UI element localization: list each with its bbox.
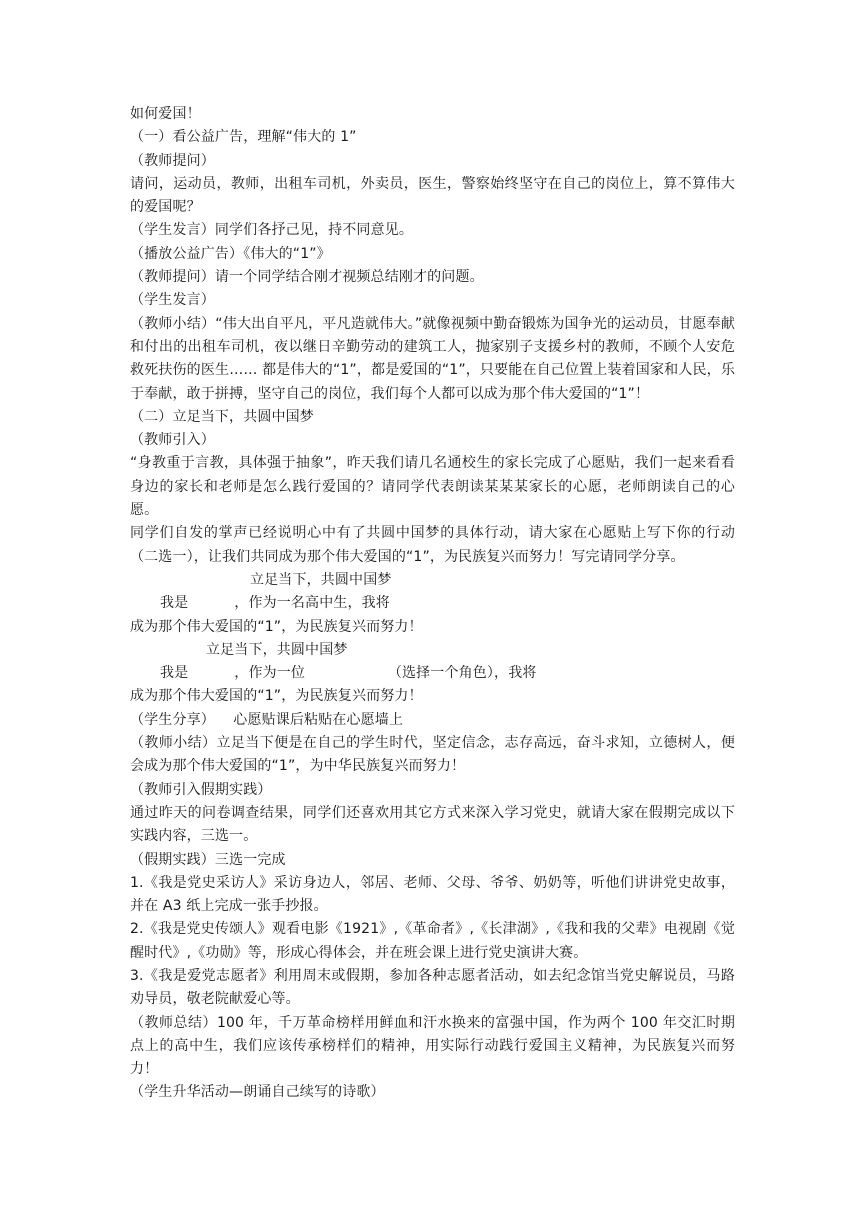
teacher-question-label: （教师提问） [130, 152, 215, 169]
document-page [130, 103, 735, 1105]
wish-card-1-end: 成为那个伟大爱国的“1”，为民族复兴而努力！ [130, 618, 423, 635]
wish-card-1-line: 我是 ，作为一名高中生，我将 [160, 595, 390, 612]
practice-item-1: 1.《我是党史采访人》采访身边人，邻居、老师、父母、爷爷、奶奶等，听他们讲讲党史故事，并在 A3 纸上完成一张手抄报。 [130, 874, 735, 915]
teacher-summary-1: （教师小结）“伟大出自平凡，平凡造就伟大。”就像视频中勤奋锻炼为国争光的运动员，甘愿奉献和付出的出租车司机，夜以继日辛勤劳动的建筑工人，抛家别子支援乡村的教师，不顾个人安危救死扶伤的医生…… 都是伟大的“1”，都是爱国的“1”，只要能在自己位置上装着国家和人民，乐于奉献，敢于拼搏，坚守自己的岗位，我们每个人都可以成为那个伟大爱国的“1”！ [130, 315, 735, 402]
holiday-practice-title: （假期实践）三选一完成 [130, 851, 286, 868]
holiday-practice-intro-label: （教师引入假期实践） [130, 781, 272, 798]
teacher-question-text: 请问，运动员，教师，出租车司机，外卖员，医生，警察始终坚守在自己的岗位上，算不算伟大的爱国呢？ [130, 175, 735, 216]
student-speech-2: （学生发言） [130, 292, 215, 309]
student-speech-1: （学生发言）同学们各抒己见，持不同意见。 [130, 222, 413, 239]
teacher-conclusion: （教师总结）100 年，千万革命榜样用鲜血和汗水换来的富强中国，作为两个 100 年交汇时期点上的高中生，我们应该传承榜样们的精神，用实际行动践行爱国主义精神，为民族复兴而努力！ [130, 1014, 735, 1078]
teacher-intro-label: （教师引入） [130, 432, 215, 449]
practice-item-3: 3.《我是爱党志愿者》利用周末或假期，参加各种志愿者活动，如去纪念馆当党史解说员，马路劝导员，敬老院献爱心等。 [130, 967, 735, 1008]
wish-card-1-title: 立足当下，共圆中国梦 [250, 571, 392, 588]
play-ad: （播放公益广告）《伟大的“1”》 [130, 245, 331, 262]
wish-card-2-line: 我是 ，作为一位 （选择一个角色），我将 [160, 665, 537, 682]
section-two-title: （二）立足当下，共圆中国梦 [130, 408, 314, 425]
teacher-summary-2: （教师小结）立足当下便是在自己的学生时代，坚定信念，志存高远，奋斗求知，立德树人，便会成为那个伟大爱国的“1”，为中华民族复兴而努力！ [130, 735, 735, 775]
wish-card-2-title: 立足当下，共圆中国梦 [206, 641, 348, 658]
teacher-question-2: （教师提问）请一个同学结合刚才视频总结刚才的问题。 [130, 269, 484, 286]
wish-card-2-end: 成为那个伟大爱国的“1”，为民族复兴而努力！ [130, 688, 423, 705]
practice-item-2: 2.《我是党史传颂人》观看电影《1921》,《革命者》,《长津湖》,《我和我的父辈》电视剧《觉醒时代》,《功勋》等，形成心得体会，并在班会课上进行党史演讲大赛。 [130, 921, 735, 961]
teacher-intro-text: “身教重于言教，具体强于抽象”，昨天我们请几名通校生的家长完成了心愿贴，我们一起来看看身边的家长和老师是怎么践行爱国的？请同学代表朗读某某某家长的心愿，老师朗读自己的心愿。 [130, 455, 735, 519]
student-share: （学生分享） 心愿贴课后粘贴在心愿墙上 [130, 711, 404, 728]
wish-paragraph: 同学们自发的掌声已经说明心中有了共圆中国梦的具体行动，请大家在心愿贴上写下你的行动（二选一），让我们共同成为那个伟大爱国的“1”，为民族复兴而努力！写完请同学分享。 [130, 525, 735, 565]
heading-how-to-love-country: 如何爱国！ [130, 106, 201, 122]
student-activity: （学生升华活动—朗诵自己续写的诗歌） [130, 1084, 385, 1101]
section-one-title: （一）看公益广告，理解“伟大的 1” [130, 129, 357, 146]
holiday-practice-intro-text: 通过昨天的问卷调查结果，同学们还喜欢用其它方式来深入学习党史，就请大家在假期完成以下实践内容，三选一。 [130, 804, 735, 845]
